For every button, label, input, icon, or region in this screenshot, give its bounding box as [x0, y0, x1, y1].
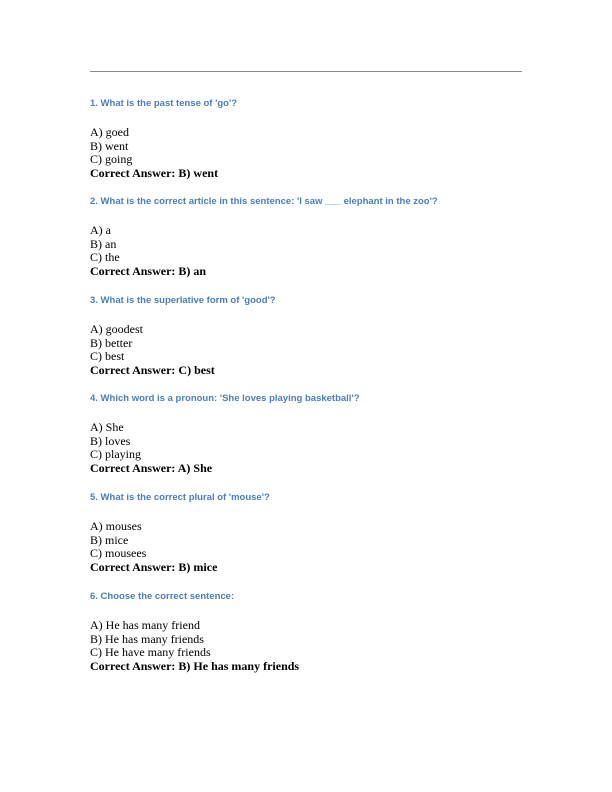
question-3 [90, 295, 530, 377]
horizontal-rule [90, 71, 522, 72]
question-6 [90, 591, 530, 673]
question-title: 4. Which word is a pronoun: 'She loves playing basketball'? [90, 393, 360, 404]
correct-answer: Correct Answer: A) She [90, 460, 213, 475]
option-list [90, 520, 530, 574]
option-list [90, 126, 530, 180]
option-a: A) goed [90, 125, 129, 139]
option-list [90, 619, 530, 673]
option-list [90, 224, 530, 278]
option-b: B) better [90, 335, 133, 350]
question-title: 5. What is the correct plural of 'mouse'? [90, 492, 270, 503]
option-b: B) mice [90, 532, 129, 547]
option-a: A) He has many friend [90, 618, 200, 632]
correct-answer: Correct Answer: B) went [90, 165, 219, 180]
correct-answer: Correct Answer: B) an [90, 263, 207, 278]
option-list [90, 323, 530, 377]
question-5 [90, 492, 530, 574]
option-c: C) going [90, 152, 133, 166]
question-2 [90, 196, 530, 278]
option-c: C) playing [90, 447, 141, 461]
option-a: A) She [90, 420, 124, 434]
question-title: 3. What is the superlative form of 'good'? [90, 295, 276, 306]
option-b: B) an [90, 236, 117, 251]
correct-answer: Correct Answer: C) best [90, 362, 215, 377]
option-c: C) mousees [90, 546, 147, 560]
option-a: A) mouses [90, 519, 142, 533]
question-4 [90, 393, 530, 475]
correct-answer: Correct Answer: B) He has many friends [90, 658, 300, 673]
option-b: B) He has many friends [90, 631, 204, 646]
option-a: A) a [90, 223, 111, 237]
option-list [90, 421, 530, 475]
question-title: 1. What is the past tense of 'go'? [90, 98, 238, 109]
option-c: C) the [90, 250, 120, 264]
option-b: B) went [90, 138, 129, 153]
option-a: A) goodest [90, 322, 143, 336]
correct-answer: Correct Answer: B) mice [90, 559, 218, 574]
question-title: 2. What is the correct article in this sentence: 'I saw ___ elephant in the zoo'? [90, 196, 438, 207]
option-c: C) best [90, 349, 125, 363]
option-b: B) loves [90, 433, 131, 448]
question-title: 6. Choose the correct sentence: [90, 591, 235, 602]
question-1 [90, 98, 530, 180]
option-c: C) He have many friends [90, 645, 211, 659]
